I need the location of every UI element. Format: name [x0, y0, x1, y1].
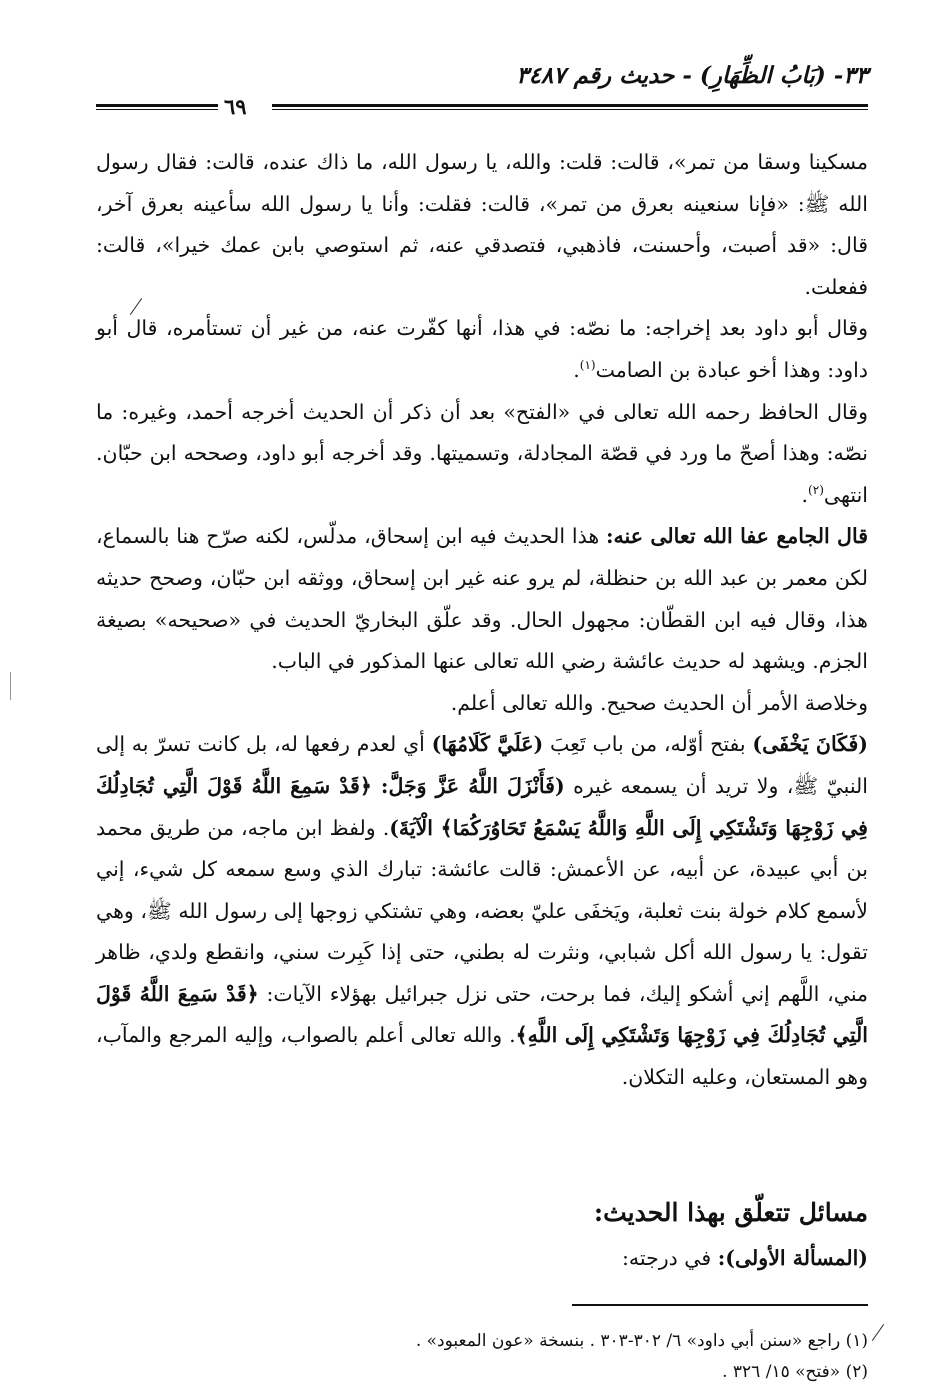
first-question-text: في درجته:	[621, 1246, 718, 1270]
paragraph-6-text-a: بفتح أوّله، من باب تَعِبَ	[543, 732, 753, 757]
section-heading: مسائل تتعلّق بهذا الحديث:	[593, 1198, 868, 1227]
page-number: ٦٩	[224, 94, 247, 119]
hadith-phrase-1: (فَكَانَ يَخْفَى)	[752, 732, 869, 757]
paragraph-6-text-c: أي لعدم رفعها له، بل كانت تسرّ به إلى النبيّ ﷺ، ولا تريد أن يسمعه غيره	[96, 732, 868, 798]
footnote-1: (١) راجع «سنن أبي داود» ٦/ ٣٠٢-٣٠٣ . بنسخة «عون المعبود» .	[415, 1331, 868, 1351]
paragraph-4-text: هذا الحديث فيه ابن إسحاق، مدلّس، لكنه صرّح هنا بالسماع، لكن معمر بن عبد الله بن حنظلة، لم يرو عنه غير ابن إسحاق، ووثقه ابن حبّان، وصحح حديثه هذا، وقال فيه ابن القطّان: مجهول الحال. وقد علّق البخاريّ الحديث في «صحيحه» بصيغة الجزم. ويشهد له حديث عائشة رضي الله تعالى عنها المذكور في الباب.	[96, 524, 868, 674]
paragraph-2-text: وقال أبو داود بعد إخراجه: ما نصّه: في هذا، أنها كفّرت عنه، من غير أن تستأمره، قال أبو داود: وهذا أخو عبادة بن الصامت	[96, 316, 868, 382]
footnote-2: (٢) «فتح» ١٥/ ٣٢٦ .	[722, 1362, 868, 1382]
body-text	[96, 142, 868, 1099]
paragraph-2-end: .	[573, 357, 580, 382]
paragraph-6	[96, 724, 868, 1098]
paragraph-2	[96, 308, 868, 391]
footnote-ref-1[interactable]: (١)	[579, 358, 596, 373]
paragraph-5-text: وخلاصة الأمر أن الحديث صحيح. والله تعالى أعلم.	[450, 690, 868, 715]
running-header	[96, 58, 868, 119]
corner-tick-mark	[872, 1324, 884, 1341]
first-question	[622, 1246, 868, 1270]
header-title: ٣٣- (بَابُ الظِّهَارِ) - حديث رقم ٣٤٨٧	[516, 62, 868, 89]
footnotes	[96, 1326, 868, 1388]
header-rule-right	[272, 104, 868, 110]
footnote-ref-2[interactable]: (٢)	[808, 482, 824, 497]
paragraph-4	[96, 516, 868, 682]
paragraph-6-text-e: . ولفظ ابن ماجه، من طريق محمد بن أبي عبيدة، عن أبيه، عن الأعمش: قالت عائشة: تبارك الذي وسع سمعه كل شيء، إني لأسمع كلام خولة بنت ثعلبة، ويَخفَى عليّ بعضه، وهي تشتكي زوجها إلى رسول الله ﷺ، وهي تقول: يا رسول الله أكل شبابي، ونثرت له بطني، حتى إذا كَبِرت سني، وانقطع ولدي، ظاهر مني، اللَّهم إني أشكو إليك، فما برحت، حتى نزل جبرائيل بهؤلاء الآيات:	[96, 815, 868, 1006]
paragraph-3-text: وقال الحافظ رحمه الله تعالى في «الفتح» بعد أن ذكر أن الحديث أخرجه أحمد، وغيره: ما نصّه: وهذا أصحّ ما ورد في قصّة المجادلة، وتسميتها. وقد أخرجه أبو داود، وصححه ابن حبّان. انتهى	[96, 399, 868, 507]
scan-speck	[10, 672, 11, 700]
paragraph-1-text: مسكينا وسقا من تمر»، قالت: قلت: والله، يا رسول الله، ما ذاك عنده، قالت: فقال رسول الله ﷺ: «فإنا سنعينه بعرق من تمر»، قالت: فقلت: وأنا يا رسول الله سأعينه بعرق آخر، قال: «قد أصبت، وأحسنت، فاذهبي، فتصدقي عنه، ثم استوصي بابن عمك خيرا»، قالت: ففعلت.	[96, 150, 868, 299]
footnote-divider	[572, 1304, 868, 1306]
first-question-label: (المسألة الأولى):	[717, 1246, 868, 1270]
paragraph-1	[96, 142, 868, 308]
paragraph-3	[96, 392, 868, 517]
paragraph-3-end: .	[801, 482, 809, 507]
quran-verse: ﴿قَدْ سَمِعَ اللَّهُ قَوْلَ الَّتِي تُجَادِلُكَ فِي زَوْجِهَا وَتَشْتَكِي إِلَى اللَّهِ﴾	[96, 981, 868, 1048]
header-rule-left	[96, 104, 218, 110]
paragraph-6-text-g: . والله تعالى أعلم بالصواب، وإليه المرجع والمآب، وهو المستعان، وعليه التكلان.	[96, 1023, 868, 1090]
book-page	[96, 58, 869, 1382]
paragraph-5	[96, 683, 868, 725]
hadith-phrase-3: (فَأَنْزَلَ اللَّهُ عَزَّ وَجَلَّ: ﴿قَدْ سَمِعَ اللَّهُ قَوْلَ الَّتِي تُجَادِلُكَ فِي زَوْجِهَا وَتَشْتَكِي إِلَى اللَّهِ وَاللَّهُ يَسْمَعُ تَحَاوُرَكُمَا﴾ الْآيَةَ)	[96, 773, 868, 840]
compiler-remark-lead: قال الجامع عفا الله تعالى عنه:	[605, 524, 868, 549]
hadith-phrase-2: (عَلَيَّ كَلَامُهَا)	[431, 732, 544, 757]
